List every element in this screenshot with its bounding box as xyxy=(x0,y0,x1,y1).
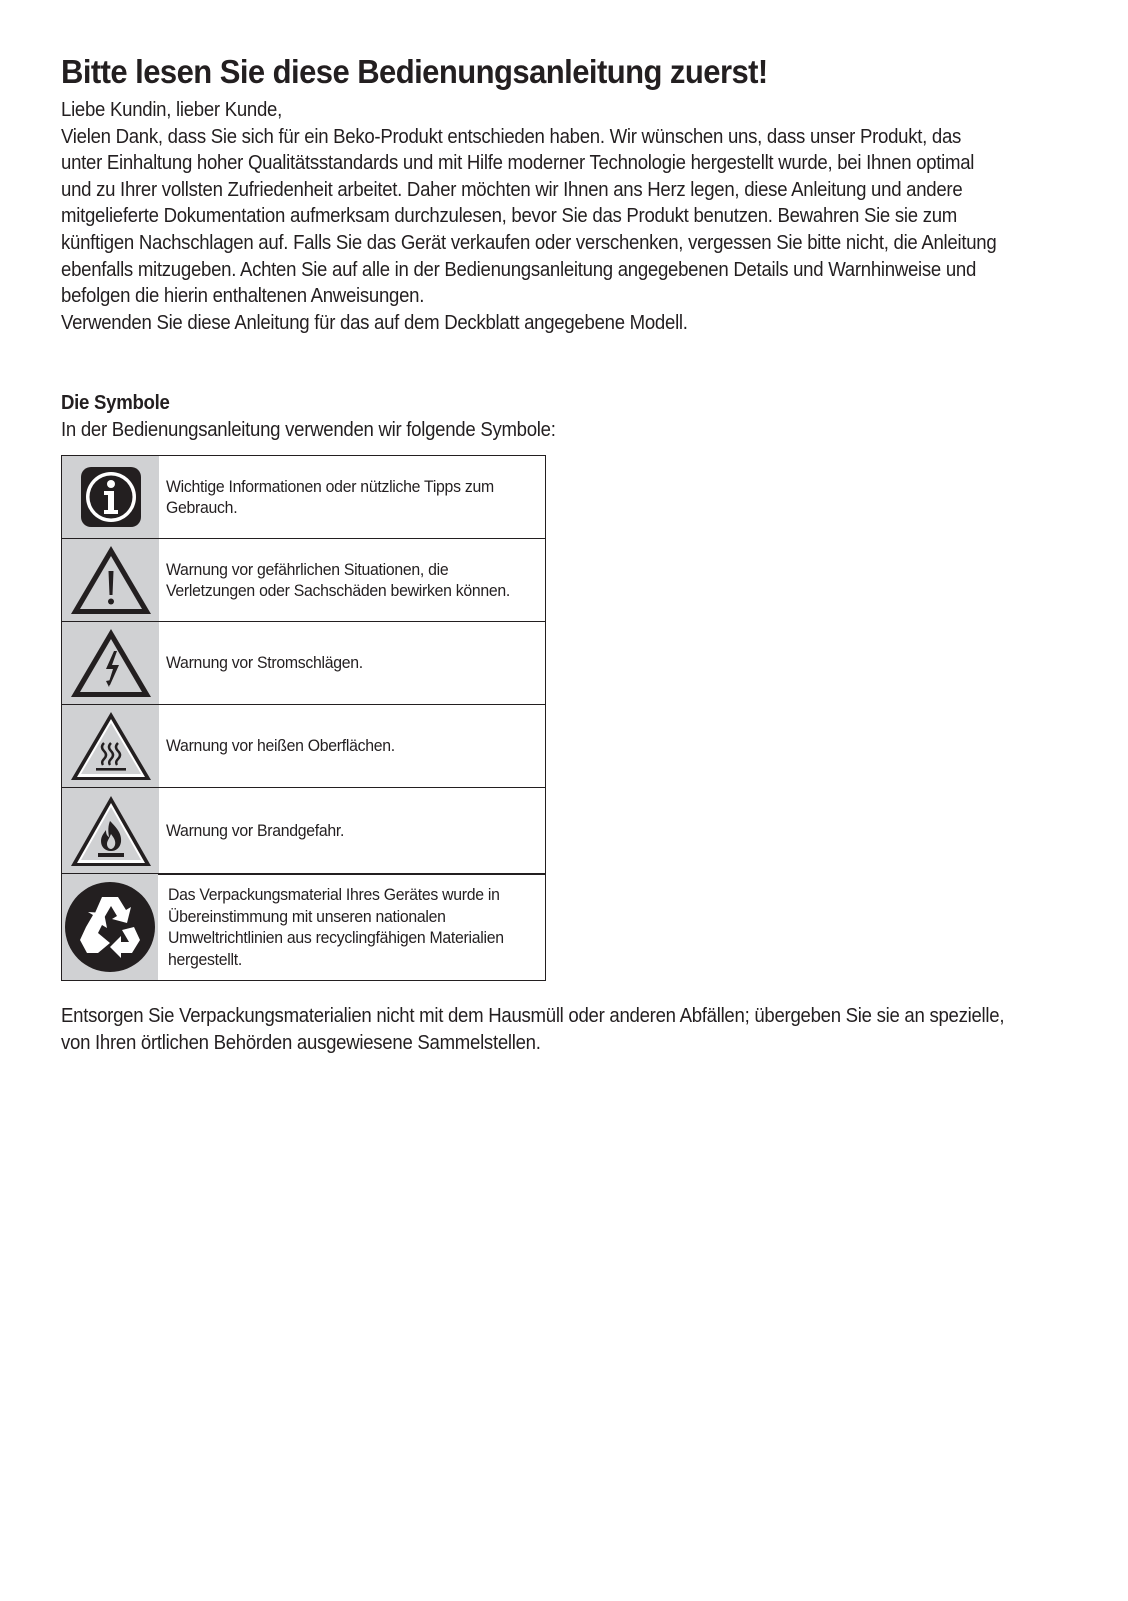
intro-line: unter Einhaltung hoher Qualitätsstandards und mit Hilfe moderner Technologie hergestellt wurde, bei Ihnen optimal xyxy=(61,152,975,175)
disposal-line: Entsorgen Sie Verpackungsmaterialien nicht mit dem Hausmüll oder anderen Abfällen; übergeben Sie sie an spezielle, xyxy=(61,1005,1005,1027)
intro-line: ebenfalls mitzugeben. Achten Sie auf alle in der Bedienungsanleitung angegebenen Details und Warnhinweise und xyxy=(61,258,977,281)
symbols-table xyxy=(61,455,546,875)
fire-icon xyxy=(62,788,159,874)
disposal-line: von Ihren örtlichen Behörden ausgewiesene Sammelstellen. xyxy=(61,1031,541,1054)
symbol-text: Warnung vor Brandgefahr. xyxy=(166,821,345,841)
symbol-text: Warnung vor heißen Oberflächen. xyxy=(166,736,395,756)
intro-line: Vielen Dank, dass Sie sich für ein Beko-Produkt entschieden haben. Wir wünschen uns, dass unser Produkt, das xyxy=(61,125,962,148)
symbol-row-warning xyxy=(62,539,545,622)
symbols-heading: Die Symbole xyxy=(61,392,170,415)
recycling-text: Das Verpackungsmaterial Ihres Gerätes wurde in Übereinstimmung mit unseren nationalen Umweltrichtlinien aus recyclingfähigen Materialien hergestellt. xyxy=(168,885,504,969)
electric-shock-icon xyxy=(62,622,159,704)
greeting: Liebe Kundin, lieber Kunde, xyxy=(61,99,283,121)
manual-page xyxy=(61,52,1071,1054)
disposal-text xyxy=(61,1003,1065,1056)
symbols-subheading: In der Bedienungsanleitung verwenden wir folgende Symbole: xyxy=(61,419,556,442)
page-title: Bitte lesen Sie diese Bedienungsanleitung zuerst! xyxy=(61,53,768,90)
intro-line: mitgelieferte Dokumentation aufmerksam durchzulesen, bevor Sie das Produkt benutzen. Bewahren Sie sie zum xyxy=(61,205,958,228)
symbol-row-hot-surface xyxy=(62,705,545,788)
hot-surface-icon xyxy=(62,705,159,787)
intro-line: befolgen die hierin enthaltenen Anweisungen. xyxy=(61,285,425,308)
intro-text xyxy=(61,97,1065,336)
info-icon xyxy=(62,456,159,538)
symbol-row-electric xyxy=(62,622,545,705)
symbol-text: Warnung vor gefährlichen Situationen, die Verletzungen oder Sachschäden bewirken können. xyxy=(166,559,511,600)
symbol-text: Wichtige Informationen oder nützliche Tipps zum Gebrauch. xyxy=(166,476,494,517)
model-note: Verwenden Sie diese Anleitung für das auf dem Deckblatt angegebene Modell. xyxy=(61,311,688,334)
intro-line: künftigen Nachschlagen auf. Falls Sie das Gerät verkaufen oder verschenken, vergessen Sie bitte nicht, die Anleitung xyxy=(61,231,997,254)
intro-line: und zu Ihrer vollsten Zufriedenheit arbeitet. Daher möchten wir Ihnen ans Herz legen, diese Anleitung und andere xyxy=(61,178,963,201)
recycling-notice xyxy=(61,873,546,981)
warning-icon xyxy=(62,539,159,621)
symbol-row-fire xyxy=(62,788,545,874)
recycle-icon xyxy=(62,874,158,980)
symbol-row-info xyxy=(62,456,545,539)
symbol-text: Warnung vor Stromschlägen. xyxy=(166,653,363,673)
